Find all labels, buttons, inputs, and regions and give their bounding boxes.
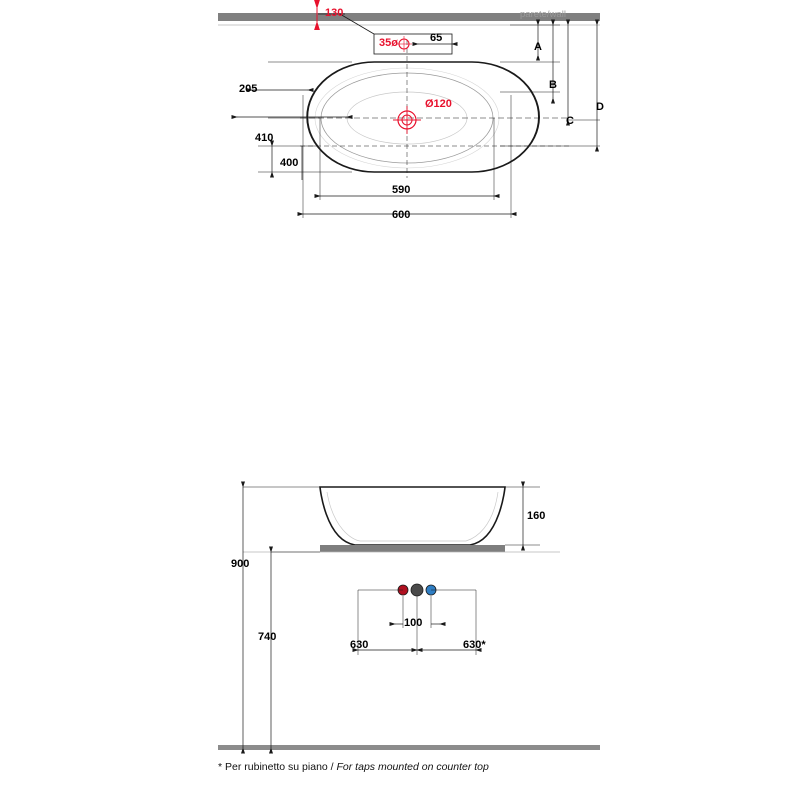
label-ref-c: C bbox=[566, 115, 574, 127]
label-depth-410: 410 bbox=[255, 132, 274, 144]
label-height-900: 900 bbox=[231, 558, 250, 570]
label-tap-hole-35o: 35ø bbox=[379, 37, 398, 49]
footnote-english: For taps mounted on counter top bbox=[336, 761, 489, 773]
label-width-590: 590 bbox=[392, 184, 411, 196]
label-spacing-100: 100 bbox=[404, 617, 423, 629]
label-depth-400: 400 bbox=[280, 157, 299, 169]
label-width-600: 600 bbox=[392, 209, 411, 221]
label-tap-height-130: 130 bbox=[325, 7, 344, 19]
label-ref-a: A bbox=[534, 41, 542, 53]
front-view-basin bbox=[243, 487, 560, 552]
footnote-italian: Per rubinetto su piano / bbox=[225, 761, 334, 773]
floor-line bbox=[218, 745, 600, 750]
label-ref-b: B bbox=[549, 79, 557, 91]
label-spacing-630-right: 630* bbox=[463, 639, 486, 651]
label-spacing-630-left: 630 bbox=[350, 639, 369, 651]
label-drain-diameter: Ø120 bbox=[425, 98, 452, 110]
label-depth-205: 205 bbox=[239, 83, 258, 95]
label-wall: parete/wall bbox=[520, 9, 566, 20]
label-height-740: 740 bbox=[258, 631, 277, 643]
label-basin-height-160: 160 bbox=[527, 510, 546, 522]
label-ref-d: D bbox=[596, 101, 604, 113]
footnote bbox=[218, 761, 489, 773]
label-tap-offset-65: 65 bbox=[430, 32, 443, 44]
footnote-marker: * bbox=[218, 761, 223, 773]
